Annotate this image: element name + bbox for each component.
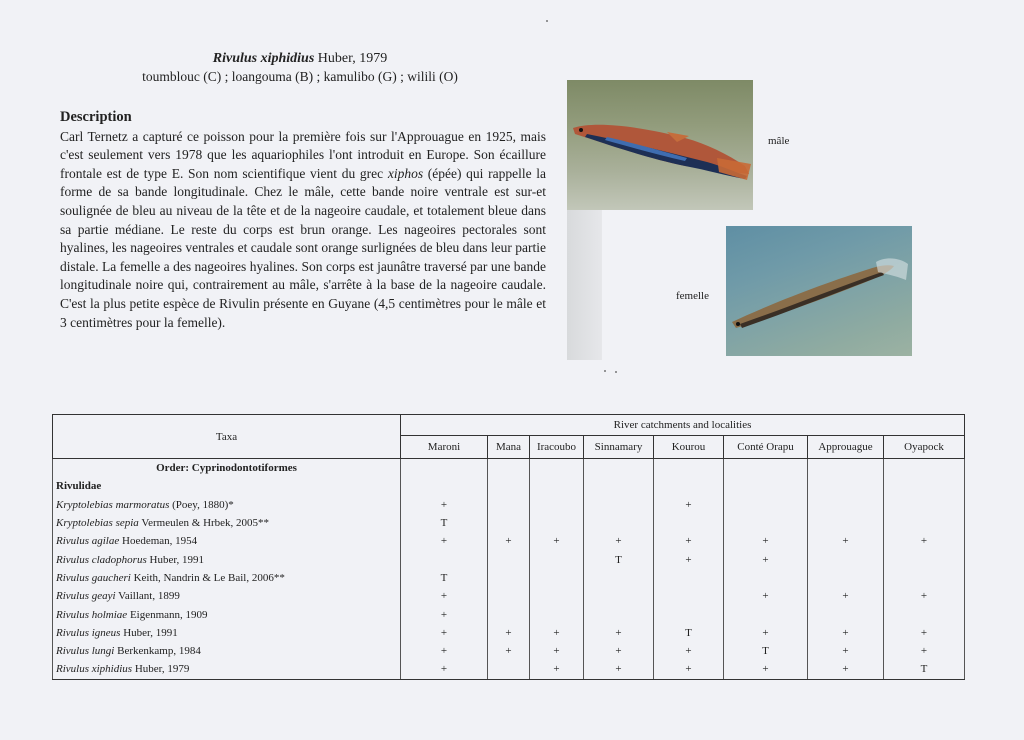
column-header: Approuague: [808, 436, 884, 459]
presence-cell: +: [808, 642, 884, 660]
female-caption: femelle: [676, 290, 709, 302]
presence-cell: T: [724, 642, 808, 660]
description-section: [60, 108, 546, 332]
river-group-header: River catchments and localities: [401, 415, 965, 436]
presence-cell: +: [401, 642, 488, 660]
photo-border-strip: [567, 210, 602, 360]
presence-cell: +: [401, 532, 488, 550]
presence-cell: +: [808, 587, 884, 605]
presence-cell: +: [488, 532, 530, 550]
presence-cell: +: [724, 587, 808, 605]
column-header: Iracoubo: [530, 436, 584, 459]
presence-cell: T: [401, 569, 488, 587]
presence-cell: +: [654, 660, 724, 679]
presence-cell: +: [654, 532, 724, 550]
table-row: [53, 642, 965, 660]
table-row: [53, 550, 965, 568]
species-cell: Rivulus agilae Hoedeman, 1954: [53, 532, 401, 550]
presence-cell: +: [808, 532, 884, 550]
presence-cell: +: [654, 550, 724, 568]
presence-cell: [530, 587, 584, 605]
presence-cell: [584, 605, 654, 623]
table-row: [53, 532, 965, 550]
presence-cell: [530, 496, 584, 514]
column-header: Kourou: [654, 436, 724, 459]
table-row: [53, 587, 965, 605]
presence-cell: +: [584, 532, 654, 550]
presence-cell: T: [401, 514, 488, 532]
presence-cell: T: [584, 550, 654, 568]
etymology-word: xiphos: [387, 165, 424, 181]
presence-cell: +: [488, 624, 530, 642]
presence-cell: [724, 496, 808, 514]
scientific-name: Rivulus xiphidius: [212, 51, 315, 66]
column-header: Sinnamary: [584, 436, 654, 459]
presence-cell: +: [724, 550, 808, 568]
presence-cell: +: [654, 496, 724, 514]
presence-cell: [884, 550, 965, 568]
presence-cell: [808, 550, 884, 568]
presence-cell: +: [884, 532, 965, 550]
species-cell: Rivulus igneus Huber, 1991: [53, 624, 401, 642]
table-row: [53, 660, 965, 679]
species-cell: Rivulus holmiae Eigenmann, 1909: [53, 605, 401, 623]
table-row: [53, 569, 965, 587]
presence-cell: [654, 569, 724, 587]
table-row: [53, 624, 965, 642]
species-cell: Rivulus lungi Berkenkamp, 1984: [53, 642, 401, 660]
description-heading: Description: [60, 109, 132, 125]
common-names: toumblouc (C) ; loangouma (B) ; kamulibo (G) ; wilili (O): [142, 69, 458, 84]
description-text: Carl Ternetz a capturé ce poisson pour la première fois sur l'Approuague en 1925, mais c'est seulement vers 1978 que les aquariophiles l'ont introduit en Europe. Son écaillure frontale est de type E. Son nom scientifique vient du grec xiphos (épée) qui rappelle la forme de sa bande longitudinale. Chez le mâle, cette bande noire ventrale est sur-et soulignée de bleu au niveau de la tête et de la nageoire caudale, et totalement bleue dans sa partie médiane. Le reste du corps est brun orange. Les nageoires pectorales sont hyalines, les nageoires ventrales et caudale sont orange surlignées de bleu dans leur partie distale. La femelle a des nageoires hyalines. Son corps est jaunâtre traversé par une bande longitudinale noire qui, contrairement au mâle, s'arrête à la base de la nageoire caudale. C'est la plus petite espèce de Rivulin présente en Guyane (4,5 centimètres pour le mâle et 3 centimètres pour la femelle).: [60, 128, 546, 330]
presence-cell: [488, 605, 530, 623]
presence-cell: [530, 605, 584, 623]
order-label: Order: Cyprinodontotiformes: [53, 459, 401, 478]
presence-cell: +: [401, 587, 488, 605]
presence-cell: [488, 514, 530, 532]
presence-cell: [654, 514, 724, 532]
family-label: Rivulidae: [53, 477, 401, 495]
presence-cell: [488, 660, 530, 679]
presence-cell: [584, 496, 654, 514]
scan-speck: [604, 370, 606, 372]
presence-cell: [808, 569, 884, 587]
presence-cell: +: [488, 642, 530, 660]
presence-cell: +: [530, 660, 584, 679]
male-fish-photo: [567, 80, 753, 210]
presence-cell: [808, 514, 884, 532]
presence-cell: +: [584, 642, 654, 660]
presence-cell: +: [401, 660, 488, 679]
presence-cell: +: [724, 624, 808, 642]
presence-cell: [488, 569, 530, 587]
species-cell: Kryptolebias marmoratus (Poey, 1880)*: [53, 496, 401, 514]
presence-cell: +: [530, 642, 584, 660]
presence-cell: [724, 514, 808, 532]
distribution-table: [52, 414, 965, 680]
presence-cell: +: [884, 587, 965, 605]
species-cell: Rivulus gaucheri Keith, Nandrin & Le Bail, 2006**: [53, 569, 401, 587]
column-header: Mana: [488, 436, 530, 459]
presence-cell: +: [530, 624, 584, 642]
column-header: Maroni: [401, 436, 488, 459]
family-row: [53, 477, 965, 495]
presence-cell: +: [401, 624, 488, 642]
presence-cell: +: [724, 532, 808, 550]
table-row: [53, 496, 965, 514]
presence-cell: +: [808, 660, 884, 679]
presence-cell: [808, 496, 884, 514]
presence-cell: +: [654, 642, 724, 660]
species-authority: Huber, 1979: [317, 51, 388, 66]
species-cell: Rivulus geayi Vaillant, 1899: [53, 587, 401, 605]
presence-cell: T: [884, 660, 965, 679]
presence-cell: +: [530, 532, 584, 550]
order-row: [53, 459, 965, 478]
presence-cell: +: [401, 496, 488, 514]
species-title: [80, 50, 520, 86]
presence-cell: +: [724, 660, 808, 679]
column-header: Oyapock: [884, 436, 965, 459]
presence-cell: [584, 569, 654, 587]
taxa-header: Taxa: [53, 415, 401, 459]
presence-cell: [654, 605, 724, 623]
presence-cell: +: [884, 624, 965, 642]
presence-cell: +: [808, 624, 884, 642]
presence-cell: [654, 587, 724, 605]
species-cell: Rivulus xiphidius Huber, 1979: [53, 660, 401, 679]
presence-cell: [884, 514, 965, 532]
presence-cell: [724, 569, 808, 587]
scan-speck: [615, 371, 617, 373]
presence-cell: [884, 605, 965, 623]
presence-cell: +: [584, 660, 654, 679]
presence-cell: +: [884, 642, 965, 660]
presence-cell: [884, 569, 965, 587]
species-cell: Rivulus cladophorus Huber, 1991: [53, 550, 401, 568]
scan-speck: [546, 20, 548, 22]
presence-cell: [584, 514, 654, 532]
presence-cell: [488, 587, 530, 605]
table-row: [53, 605, 965, 623]
presence-cell: [530, 569, 584, 587]
presence-cell: [584, 587, 654, 605]
presence-cell: [401, 550, 488, 568]
presence-cell: +: [584, 624, 654, 642]
male-caption: mâle: [768, 135, 790, 147]
female-fish-photo: [726, 226, 912, 356]
presence-cell: [488, 496, 530, 514]
presence-cell: [530, 550, 584, 568]
column-header: Conté Orapu: [724, 436, 808, 459]
presence-cell: T: [654, 624, 724, 642]
table-row: [53, 514, 965, 532]
presence-cell: [724, 605, 808, 623]
species-cell: Kryptolebias sepia Vermeulen & Hrbek, 2005**: [53, 514, 401, 532]
presence-cell: [530, 514, 584, 532]
presence-cell: [488, 550, 530, 568]
presence-cell: +: [401, 605, 488, 623]
presence-cell: [808, 605, 884, 623]
presence-cell: [884, 496, 965, 514]
